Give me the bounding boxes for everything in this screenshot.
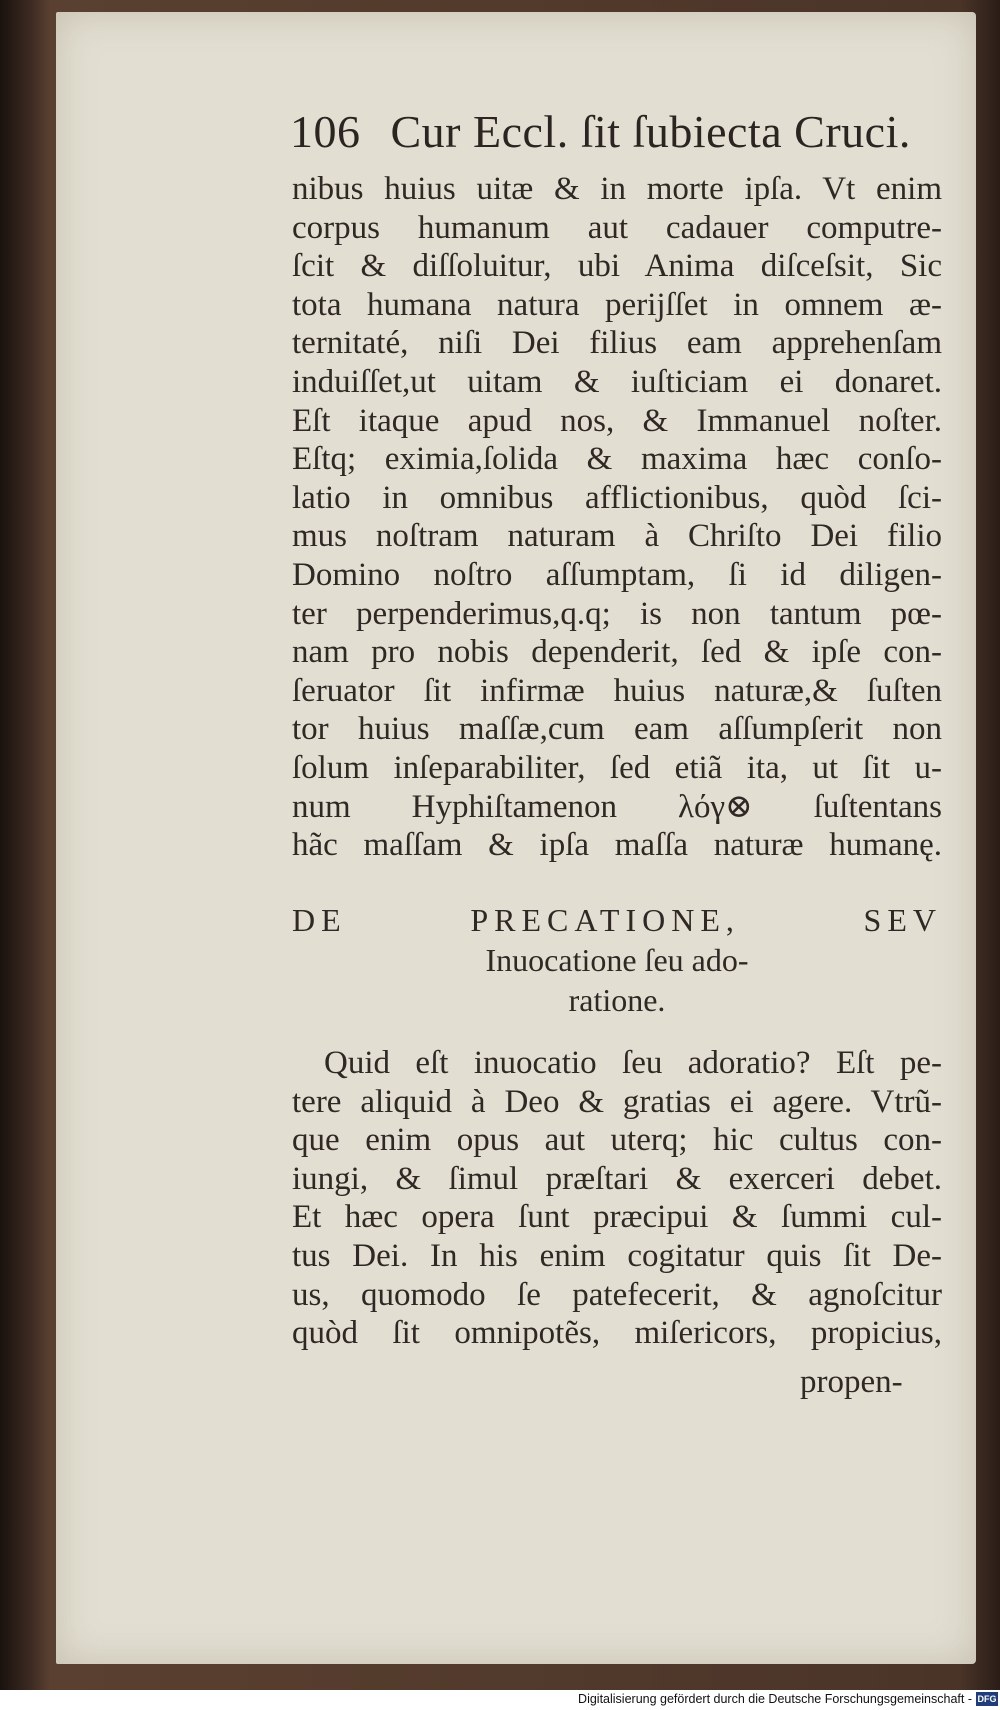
text-line: ſcit & diſſoluitur, ubi Anima diſceſsit, Sic xyxy=(292,248,942,285)
text-line: ternitaté, niſi Dei filius eam apprehenſam xyxy=(292,325,942,362)
catchword: propen- xyxy=(800,1364,903,1400)
text-line: nibus huius uitæ & in morte ipſa. Vt enim xyxy=(292,171,942,207)
paragraph-2 xyxy=(292,1044,942,1353)
running-head-title: Cur Eccl. ſit ſubiecta Cruci. xyxy=(390,106,911,157)
section-subheading: Inuocatione ſeu ado- xyxy=(485,942,749,978)
text-line: Eſt itaque apud nos, & Immanuel noſter. xyxy=(292,402,942,439)
text-line: ſolum inſeparabiliter, ſed etiã ita, ut ſit u- xyxy=(292,749,942,786)
running-head xyxy=(290,105,930,158)
dfg-logo: DFG xyxy=(977,1694,997,1704)
text-line: Quid eſt inuocatio ſeu adoratio? Eſt pe- xyxy=(324,1045,942,1081)
text-line: induiſſet,ut uitam & iuſticiam ei donaret. xyxy=(292,363,942,400)
text-line: ſeruator ſit infirmæ huius naturæ,& ſuſten xyxy=(292,672,942,709)
text-line: Eſtq; eximia,ſolida & maxima hæc conſo- xyxy=(292,441,942,478)
text-line: quòd ſit omnipotẽs, miſericors, propicius, xyxy=(292,1315,942,1352)
text-line: corpus humanum aut cadauer computre- xyxy=(292,209,942,246)
text-line: que enim opus aut uterq; hic cultus con- xyxy=(292,1122,942,1159)
text-line: nam pro nobis dependerit, ſed & ipſe con- xyxy=(292,634,942,671)
section-heading: DE PRECATIONE, SEV xyxy=(292,902,942,938)
text-line: tere aliquid à Deo & gratias ei agere. Vtrũ- xyxy=(292,1083,942,1120)
text-line: Domino noſtro aſſumptam, ſi id diligen- xyxy=(292,556,942,593)
text-line: mus noſtram naturam à Chriſto Dei filio xyxy=(292,518,942,555)
funding-credit: Digitalisierung gefördert durch die Deutsche Forschungsgemeinschaft - xyxy=(578,1692,972,1706)
text-line: iungi, & ſimul præſtari & exerceri debet. xyxy=(292,1160,942,1197)
text-line: ter perpenderimus,q.q; is non tantum pœ- xyxy=(292,595,942,632)
paragraph-1 xyxy=(292,170,942,865)
text-line: num Hyphiſtamenon λόγ⊗ ſuſtentans xyxy=(292,788,942,825)
text-line: Et hæc opera ſunt præcipui & ſummi cul- xyxy=(292,1199,942,1236)
text-line: tor huius maſſæ,cum eam aſſumpſerit non xyxy=(292,711,942,748)
text-line: tota humana natura perijſſet in omnem æ- xyxy=(292,286,942,323)
page-number: 106 xyxy=(290,106,361,157)
text-line: hãc maſſam & ipſa maſſa naturæ humanę. xyxy=(292,827,942,864)
text-line: latio in omnibus afflictionibus, quòd ſci- xyxy=(292,479,942,516)
text-line: us, quomodo ſe patefecerit, & agnoſcitur xyxy=(292,1276,942,1313)
text-line: tus Dei. In his enim cogitatur quis ſit De- xyxy=(292,1237,942,1274)
section-subheading-end: ratione. xyxy=(568,982,666,1018)
